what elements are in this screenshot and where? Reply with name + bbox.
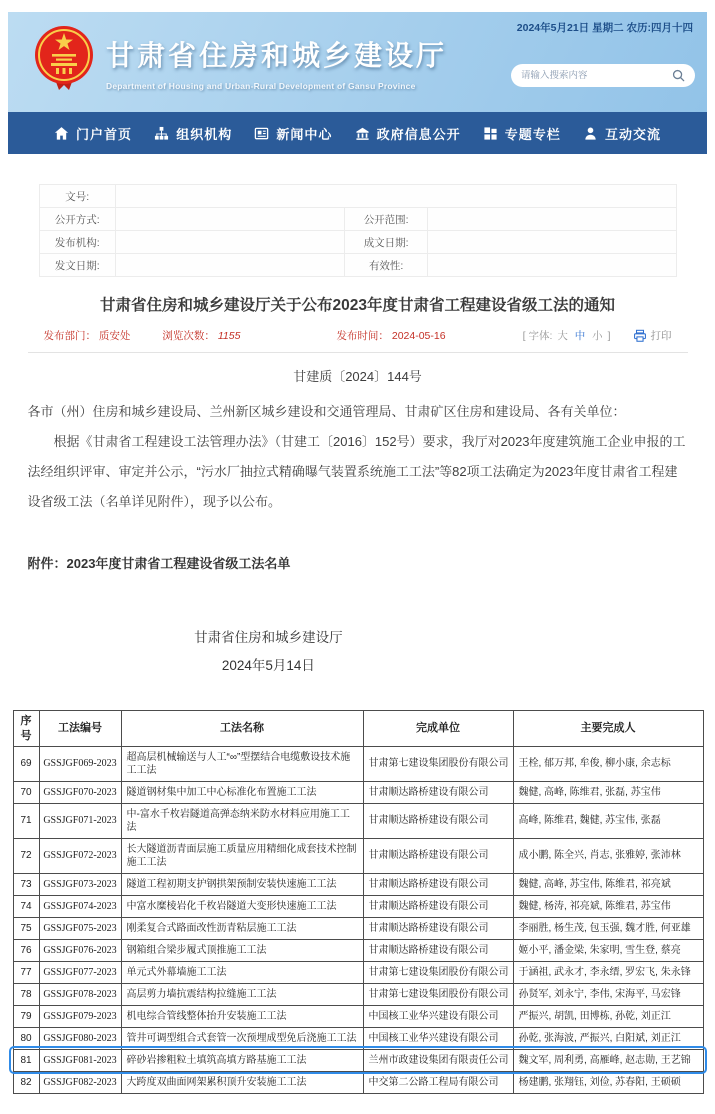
- cell-org: 甘肃顺达路桥建设有限公司: [363, 781, 513, 803]
- cell-index: 71: [13, 803, 39, 838]
- site-subtitle: Department of Housing and Urban-Rural Development of Gansu Province: [106, 81, 416, 91]
- methods-table: [13, 710, 704, 1094]
- view-count-value: 1155: [217, 330, 241, 342]
- cell-people: 高峰, 陈维君, 魏健, 苏宝伟, 张磊: [513, 803, 703, 838]
- cell-code: GSSJGF080-2023: [39, 1027, 121, 1049]
- cell-org: 兰州市政建设集团有限责任公司: [363, 1049, 513, 1071]
- col-header-org: 完成单位: [363, 711, 513, 747]
- home-icon: [54, 126, 69, 141]
- cell-method-name: 单元式外幕墙施工工法: [121, 961, 363, 983]
- meta-label: 公开方式:: [39, 208, 115, 231]
- gov-building-icon: [355, 126, 370, 141]
- cell-people: 孙贤军, 刘永宁, 李伟, 宋海平, 马宏锋: [513, 983, 703, 1005]
- print-button-label: 打印: [650, 330, 672, 342]
- cell-index: 74: [13, 895, 39, 917]
- cell-method-name: 隧道工程初期支护钢拱架预制安装快速施工工法: [121, 873, 363, 895]
- meta-label: 有效性:: [345, 254, 428, 277]
- meta-label: 发文日期:: [39, 254, 115, 277]
- cell-method-name: 碎砂岩掺粗粒土填筑高填方路基施工工法: [121, 1049, 363, 1071]
- table-row: [13, 1071, 703, 1093]
- doc-number: 甘建质〔2024〕144号: [293, 369, 422, 384]
- cell-method-name: 中-富水千枚岩隧道高弹态纳米防水材料应用施工工法: [121, 803, 363, 838]
- publish-time-value: 2024-05-16: [391, 330, 446, 342]
- cell-people: 魏健, 杨涛, 祁亮斌, 陈维君, 苏宝伟: [513, 895, 703, 917]
- cell-method-name: 管井可调型组合式套管一次预埋成型免后浇施工工法: [121, 1027, 363, 1049]
- cell-org: 甘肃顺达路桥建设有限公司: [363, 873, 513, 895]
- table-row: [39, 254, 676, 277]
- cell-org: 甘肃顺达路桥建设有限公司: [363, 917, 513, 939]
- cell-index: 78: [13, 983, 39, 1005]
- meta-value: [428, 254, 676, 277]
- publish-time-label: 发布时间：: [336, 330, 392, 342]
- cell-code: GSSJGF078-2023: [39, 983, 121, 1005]
- font-size-small-button[interactable]: 小: [592, 330, 603, 342]
- nav-item-home[interactable]: [54, 124, 132, 143]
- meta-value: [115, 231, 344, 254]
- news-icon: [254, 126, 269, 141]
- paragraph: 各市（州）住房和城乡建设局、兰州新区城乡建设和交通管理局、甘肃矿区住房和建设局、各有关单位：: [27, 404, 626, 419]
- printer-icon: [633, 329, 647, 343]
- cell-method-name: 刚柔复合式路面改性沥青粘层施工工法: [121, 917, 363, 939]
- cell-index: 72: [13, 838, 39, 873]
- cell-org: 中国核工业华兴建设有限公司: [363, 1005, 513, 1027]
- cell-org: 甘肃顺达路桥建设有限公司: [363, 939, 513, 961]
- view-count: [162, 328, 240, 343]
- org-chart-icon: [154, 126, 169, 141]
- attachment-line: 附件：2023年度甘肃省工程建设省级工法名单: [27, 555, 291, 571]
- meta-label: 发布机构:: [39, 231, 115, 254]
- cell-index: 82: [13, 1071, 39, 1093]
- col-header-method-name: 工法名称: [121, 711, 363, 747]
- table-row: [13, 1027, 703, 1049]
- site-titles: [106, 34, 447, 91]
- nav-item-label: 门户首页: [76, 126, 133, 142]
- cell-people: 姬小平, 潘金梁, 朱家明, 雪生登, 蔡亮: [513, 939, 703, 961]
- cell-code: GSSJGF079-2023: [39, 1005, 121, 1027]
- topics-grid-icon: [483, 126, 498, 141]
- cell-org: 甘肃顺达路桥建设有限公司: [363, 895, 513, 917]
- table-header-row: [13, 711, 703, 747]
- meta-value: [115, 208, 344, 231]
- nav-item-topics[interactable]: [483, 124, 561, 143]
- cell-index: 76: [13, 939, 39, 961]
- nav-item-label: 组织机构: [176, 126, 233, 142]
- meta-value: [115, 185, 676, 208]
- font-size-control: [523, 328, 611, 343]
- cell-code: GSSJGF073-2023: [39, 873, 121, 895]
- table-row: [13, 983, 703, 1005]
- cell-people: 孙乾, 张海波, 严振兴, 白阳斌, 刘正江: [513, 1027, 703, 1049]
- table-row: [13, 873, 703, 895]
- publish-time: [336, 328, 445, 343]
- cell-code: GSSJGF070-2023: [39, 781, 121, 803]
- cell-org: 甘肃顺达路桥建设有限公司: [363, 803, 513, 838]
- table-row: [13, 803, 703, 838]
- nav-item-gov-info[interactable]: [355, 124, 461, 143]
- cell-method-name: 机电综合管线整体抬升安装施工工法: [121, 1005, 363, 1027]
- nav-item-label: 新闻中心: [276, 126, 333, 142]
- paragraph: 根据《甘肃省工程建设工法管理办法》（甘建工〔2016〕152号）要求，我厅对2023年度建筑施工企业申报的工法经组织评审、审定并公示，“污水厂抽拉式精确曝气装置系统施工工法”等82项工法确定为2023年度甘肃省工程建设省级工法（名单详见附件），现予以公布。: [27, 433, 686, 509]
- publish-dept-value: 质安处: [98, 330, 131, 342]
- cell-people: 李丽胜, 杨生茂, 包玉强, 魏才胜, 何亚雄: [513, 917, 703, 939]
- meta-value: [428, 208, 676, 231]
- cell-index: 80: [13, 1027, 39, 1049]
- cell-org: 甘肃第七建设集团股份有限公司: [363, 961, 513, 983]
- cell-index: 81: [13, 1049, 39, 1071]
- table-row: [13, 895, 703, 917]
- cell-code: GSSJGF077-2023: [39, 961, 121, 983]
- table-row: [39, 231, 676, 254]
- table-row: [13, 1049, 703, 1071]
- cell-code: GSSJGF071-2023: [39, 803, 121, 838]
- header-date: 2024年5月21日 星期二 农历:四月十四: [516, 22, 693, 34]
- nav-item-label: 专题专栏: [504, 126, 561, 142]
- cell-method-name: 高层剪力墙抗震结构拉缝施工工法: [121, 983, 363, 1005]
- page-title: 甘肃省住房和城乡建设厅关于公布2023年度甘肃省工程建设省级工法的通知: [100, 297, 615, 314]
- signature-block: [28, 624, 510, 681]
- cell-code: GSSJGF069-2023: [39, 746, 121, 781]
- cell-people: 严振兴, 胡凯, 田博栋, 孙乾, 刘正江: [513, 1005, 703, 1027]
- search-icon[interactable]: [672, 69, 685, 82]
- publish-dept-label: 发布部门：: [43, 330, 99, 342]
- table-row: [13, 917, 703, 939]
- nav-item-news[interactable]: [254, 124, 332, 143]
- cell-method-name: 中富水糜棱岩化千枚岩隧道大变形快速施工工法: [121, 895, 363, 917]
- view-count-label: 浏览次数：: [162, 330, 218, 342]
- cell-index: 70: [13, 781, 39, 803]
- main-nav: [8, 112, 707, 154]
- doc-meta-table: [39, 184, 677, 277]
- cell-people: 成小鹏, 陈全兴, 肖志, 张雅婷, 张沛林: [513, 838, 703, 873]
- cell-people: 于涵祖, 武永才, 李永缙, 罗宏飞, 朱永锋: [513, 961, 703, 983]
- signature-date: 2024年5月14日: [221, 657, 315, 673]
- table-row: [13, 781, 703, 803]
- cell-people: 魏健, 高峰, 苏宝伟, 陈维君, 祁亮斌: [513, 873, 703, 895]
- font-size-suffix: ]: [607, 330, 611, 342]
- table-row: [13, 746, 703, 781]
- cell-code: GSSJGF082-2023: [39, 1071, 121, 1093]
- cell-org: 甘肃第七建设集团股份有限公司: [363, 983, 513, 1005]
- cell-code: GSSJGF081-2023: [39, 1049, 121, 1071]
- font-size-large-button[interactable]: 大: [557, 330, 568, 342]
- cell-method-name: 大跨度双曲面网架累积顶升安装施工工法: [121, 1071, 363, 1093]
- nav-item-interaction[interactable]: [583, 124, 661, 143]
- table-row: [39, 208, 676, 231]
- font-size-medium-button[interactable]: 中: [574, 330, 586, 342]
- site-title: 甘肃省住房和城乡建设厅: [106, 40, 448, 71]
- search-input[interactable]: [521, 70, 672, 81]
- nav-item-label: 互动交流: [604, 126, 661, 142]
- print-button[interactable]: [633, 328, 672, 343]
- cell-org: 中国核工业华兴建设有限公司: [363, 1027, 513, 1049]
- cell-people: 杨建鹏, 张翔钰, 刘俭, 苏春阳, 王硕硕: [513, 1071, 703, 1093]
- meta-label: 成文日期:: [345, 231, 428, 254]
- cell-method-name: 长大隧道沥青面层施工质量应用精细化成套技术控制施工工法: [121, 838, 363, 873]
- table-row: [13, 838, 703, 873]
- cell-method-name: 钢箱组合梁步履式顶推施工工法: [121, 939, 363, 961]
- cell-people: 魏健, 高峰, 陈维君, 张磊, 苏宝伟: [513, 781, 703, 803]
- signature-org: 甘肃省住房和城乡建设厅: [194, 629, 343, 645]
- meta-label: 公开范围:: [345, 208, 428, 231]
- table-row: [39, 185, 676, 208]
- cell-method-name: 隧道钢材集中加工中心标准化布置施工工法: [121, 781, 363, 803]
- site-banner: [8, 12, 707, 112]
- methods-table-body: [13, 746, 703, 1093]
- methods-table-wrap: [13, 710, 703, 1094]
- interaction-person-icon: [583, 126, 598, 141]
- meta-value: [115, 254, 344, 277]
- nav-item-organization[interactable]: [154, 124, 232, 143]
- cell-method-name: 超高层机械输送与人工“∞”型摆结合电缆敷设技术施工工法: [121, 746, 363, 781]
- font-size-prefix: [ 字体:: [522, 330, 553, 342]
- cell-index: 79: [13, 1005, 39, 1027]
- cell-people: 魏文军, 周利勇, 高雁峰, 赵志勋, 王艺锦: [513, 1049, 703, 1071]
- cell-org: 甘肃第七建设集团股份有限公司: [363, 746, 513, 781]
- table-row: [13, 961, 703, 983]
- cell-code: GSSJGF074-2023: [39, 895, 121, 917]
- doc-body: [28, 397, 688, 517]
- table-row: [13, 939, 703, 961]
- table-row: [13, 1005, 703, 1027]
- article-content: [28, 184, 688, 680]
- cell-code: GSSJGF075-2023: [39, 917, 121, 939]
- cell-code: GSSJGF076-2023: [39, 939, 121, 961]
- cell-people: 王栓, 郁万邦, 牟俊, 柳小康, 余志标: [513, 746, 703, 781]
- cell-index: 77: [13, 961, 39, 983]
- search-box[interactable]: [511, 64, 695, 87]
- col-header-index: 序号: [13, 711, 39, 747]
- publish-info-bar: [28, 328, 688, 353]
- col-header-code: 工法编号: [39, 711, 121, 747]
- cell-index: 69: [13, 746, 39, 781]
- meta-value: [428, 231, 676, 254]
- cell-index: 73: [13, 873, 39, 895]
- cell-org: 中交第二公路工程局有限公司: [363, 1071, 513, 1093]
- meta-label: 文号:: [39, 185, 115, 208]
- nav-item-label: 政府信息公开: [376, 126, 461, 142]
- cell-org: 甘肃顺达路桥建设有限公司: [363, 838, 513, 873]
- publish-dept: [44, 328, 131, 343]
- cell-code: GSSJGF072-2023: [39, 838, 121, 873]
- col-header-people: 主要完成人: [513, 711, 703, 747]
- national-emblem-logo: [32, 24, 96, 101]
- cell-index: 75: [13, 917, 39, 939]
